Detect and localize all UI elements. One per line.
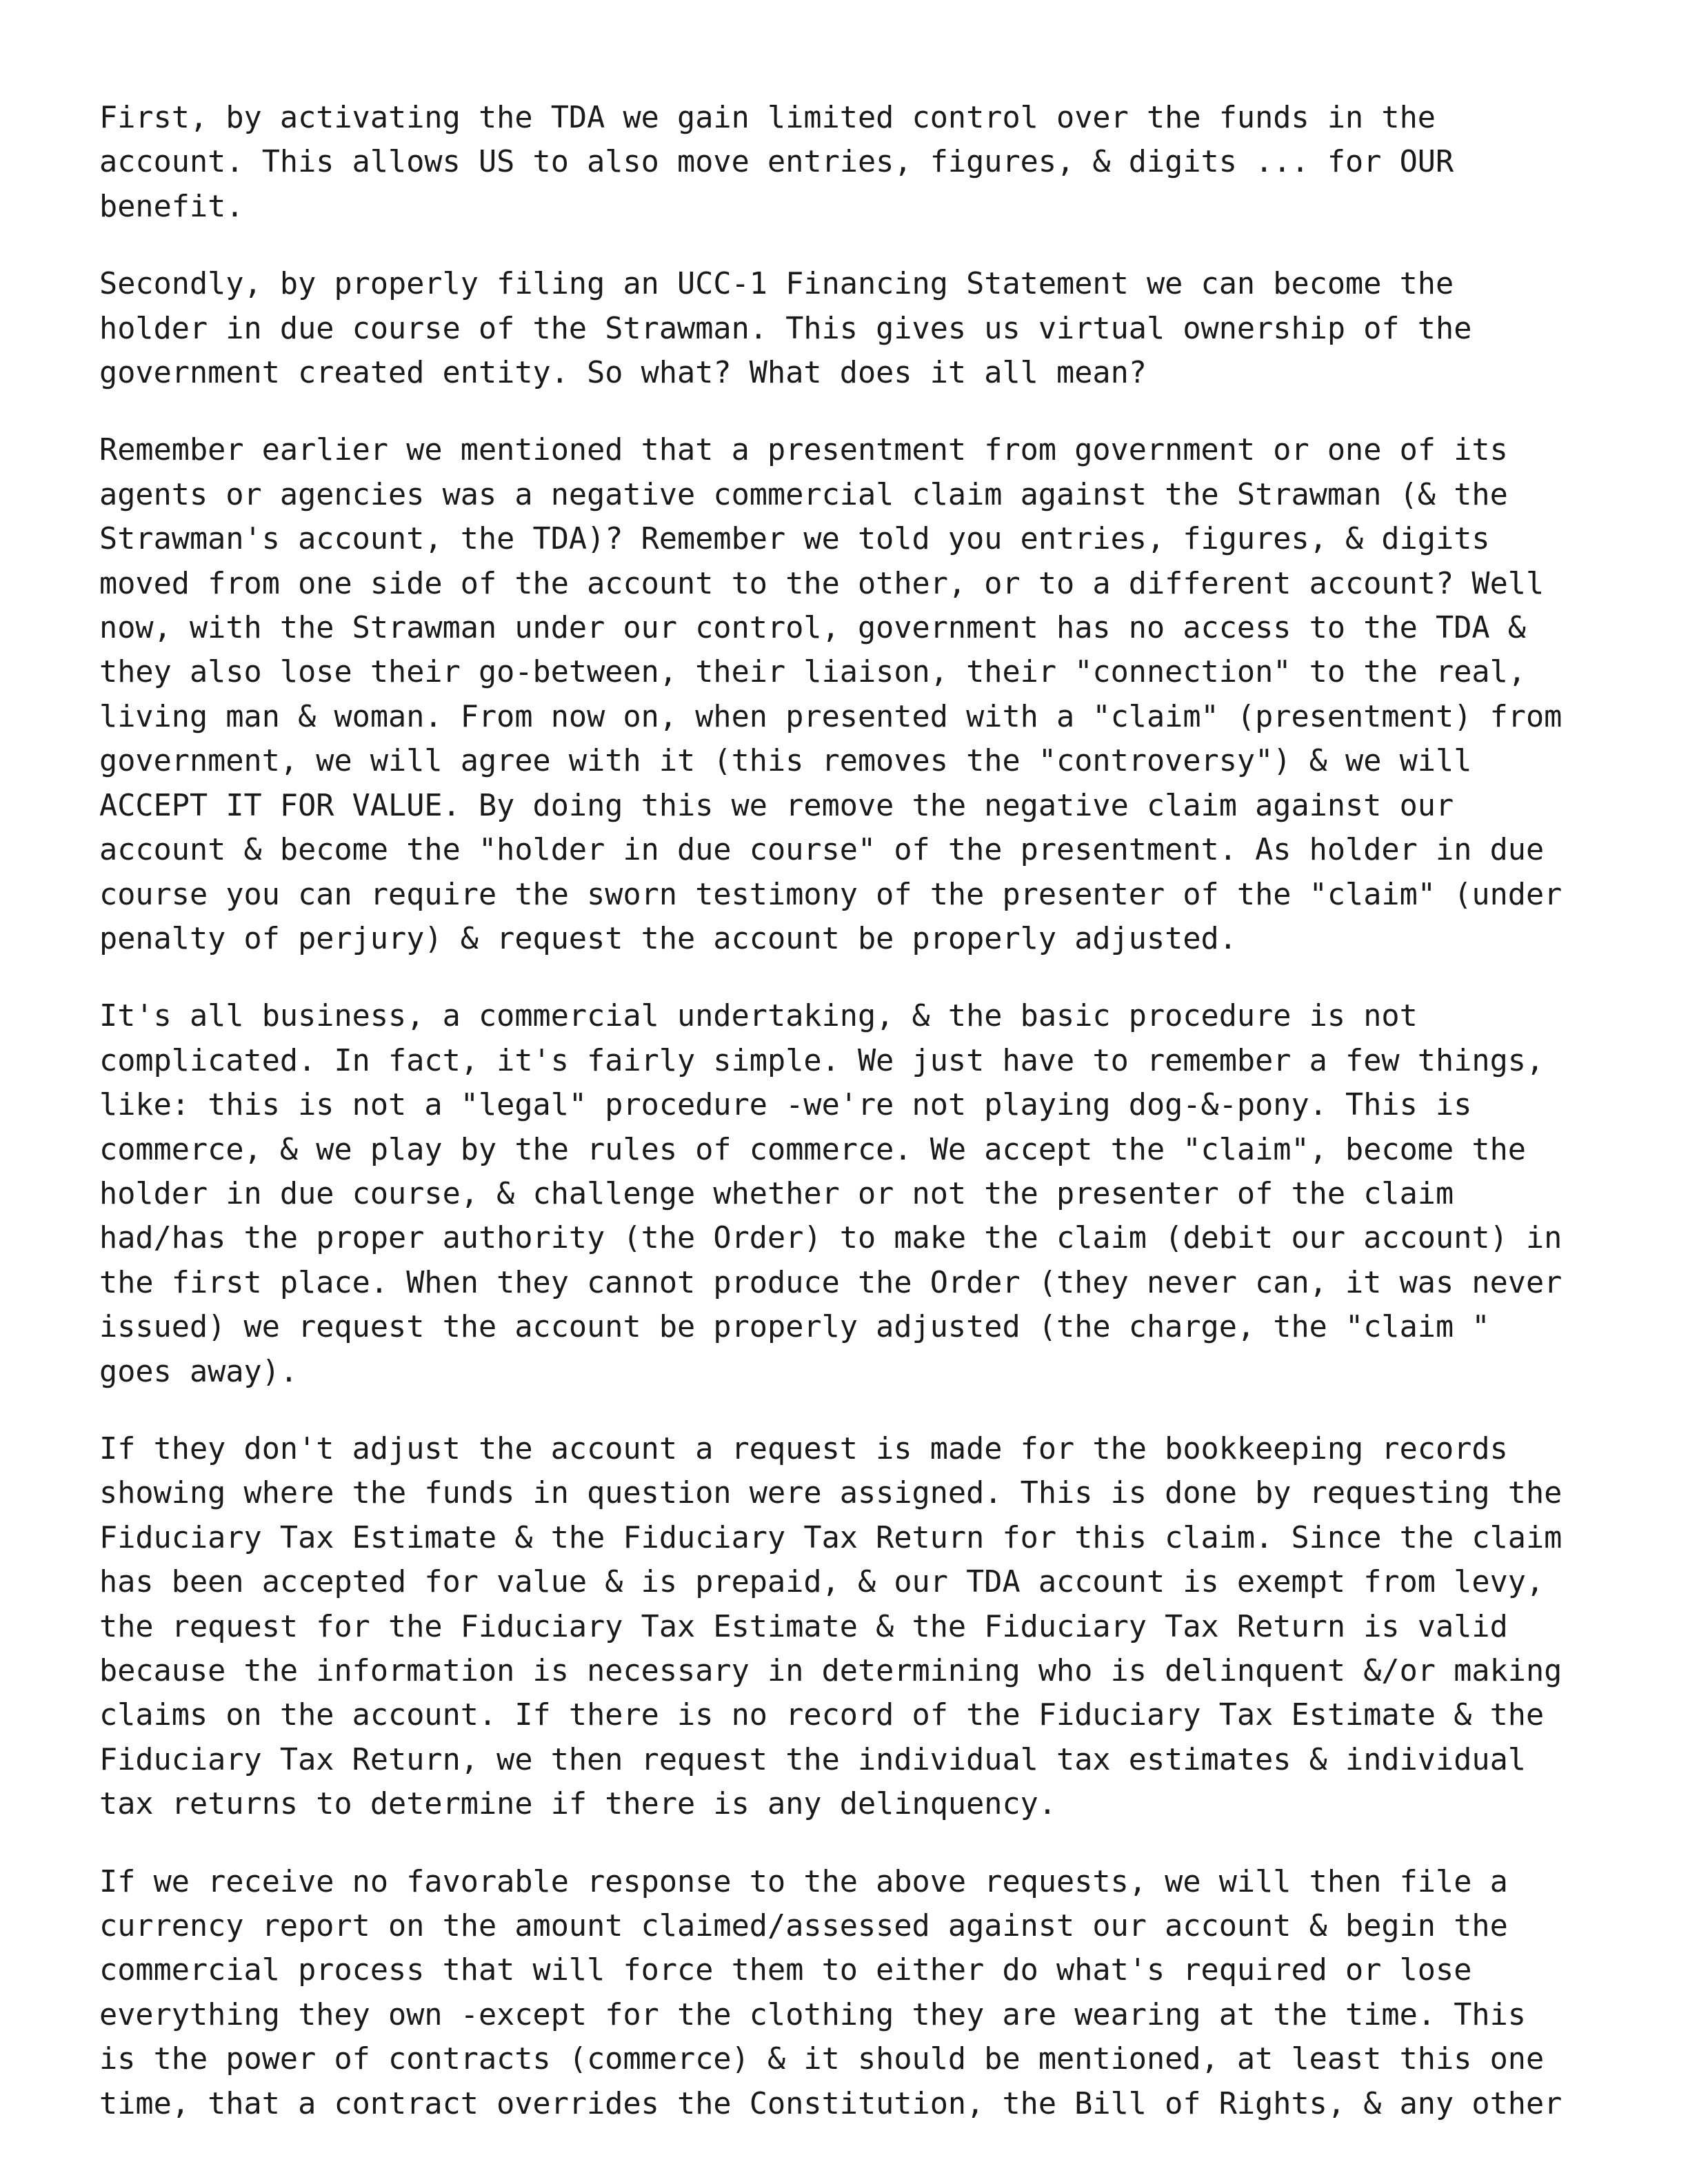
text-line: holder in due course, & challenge whether or not the presenter of the claim — [99, 1176, 1454, 1211]
text-line: If they don't adjust the account a request is made for the bookkeeping records — [99, 1431, 1508, 1466]
text-line: account & become the "holder in due course" of the presentment. As holder in due — [99, 833, 1545, 868]
text-line: because the information is necessary in determining who is delinquent &/or making — [99, 1654, 1563, 1688]
text-line: government, we will agree with it (this removes the "controversy") & we will — [99, 744, 1472, 779]
text-line: Secondly, by properly filing an UCC-1 Financing Statement we can become the — [99, 267, 1454, 302]
text-line: everything they own -except for the clothing they are wearing at the time. This — [99, 1997, 1526, 2032]
paragraph-commerce-procedure — [99, 994, 1602, 1394]
text-line: agents or agencies was a negative commercial claim against the Strawman (& the — [99, 477, 1508, 512]
text-line: Fiduciary Tax Estimate & the Fiduciary Tax Return for this claim. Since the claim — [99, 1520, 1563, 1555]
text-line: like: this is not a "legal" procedure -we're not playing dog-&-pony. This is — [99, 1088, 1472, 1123]
text-line: commercial process that will force them to either do what's required or lose — [99, 1953, 1472, 1988]
text-line: claims on the account. If there is no record of the Fiduciary Tax Estimate & the — [99, 1698, 1545, 1733]
text-line: If we receive no favorable response to the above requests, we will then file a — [99, 1864, 1508, 1899]
text-line: Remember earlier we mentioned that a presentment from government or one of its — [99, 433, 1508, 468]
text-line: government created entity. So what? What does it all mean? — [99, 356, 1147, 391]
text-line: penalty of perjury) & request the account be properly adjusted. — [99, 921, 1237, 956]
text-line: issued) we request the account be properly adjusted (the charge, the "claim " — [99, 1310, 1490, 1345]
text-line: showing where the funds in question were assigned. This is done by requesting the — [99, 1476, 1563, 1511]
text-line: course you can require the sworn testimony of the presenter of the "claim" (under — [99, 877, 1563, 912]
paragraph-presentment — [99, 428, 1602, 961]
text-line: commerce, & we play by the rules of commerce. We accept the "claim", become the — [99, 1132, 1526, 1167]
text-line: ACCEPT IT FOR VALUE. By doing this we remove the negative claim against our — [99, 788, 1454, 823]
text-line: Strawman's account, the TDA)? Remember we told you entries, figures, & digits — [99, 522, 1490, 557]
text-line: account. This allows US to also move entries, figures, & digits ... for OUR — [99, 145, 1454, 180]
text-line: had/has the proper authority (the Order) to make the claim (debit our account) in — [99, 1221, 1563, 1256]
text-line: currency report on the amount claimed/assessed against our account & begin the — [99, 1909, 1508, 1944]
text-line: goes away). — [99, 1354, 299, 1389]
text-line: holder in due course of the Strawman. This gives us virtual ownership of the — [99, 311, 1472, 346]
text-line: It's all business, a commercial undertaking, & the basic procedure is not — [99, 999, 1418, 1034]
document-body — [99, 96, 1602, 2159]
text-line: First, by activating the TDA we gain limited control over the funds in the — [99, 101, 1436, 135]
paragraph-bookkeeping-request — [99, 1427, 1602, 1827]
text-line: moved from one side of the account to the other, or to a different account? Well — [99, 566, 1545, 601]
paragraph-tda-control — [99, 96, 1602, 229]
text-line: they also lose their go-between, their liaison, their "connection" to the real, — [99, 655, 1526, 690]
text-line: complicated. In fact, it's fairly simple. We just have to remember a few things, — [99, 1043, 1545, 1078]
text-line: Fiduciary Tax Return, we then request the individual tax estimates & individual — [99, 1742, 1526, 1777]
text-line: benefit. — [99, 189, 244, 224]
text-line: now, with the Strawman under our control, government has no access to the TDA & — [99, 611, 1526, 646]
text-line: the first place. When they cannot produce the Order (they never can, it was never — [99, 1265, 1563, 1300]
text-line: tax returns to determine if there is any delinquency. — [99, 1787, 1057, 1822]
text-line: has been accepted for value & is prepaid, & our TDA account is exempt from levy, — [99, 1565, 1545, 1600]
paragraph-currency-report — [99, 1860, 1602, 2126]
text-line: is the power of contracts (commerce) & it should be mentioned, at least this one — [99, 2042, 1545, 2077]
text-line: living man & woman. From now on, when presented with a "claim" (presentment) from — [99, 699, 1563, 734]
text-line: the request for the Fiduciary Tax Estimate & the Fiduciary Tax Return is valid — [99, 1609, 1508, 1644]
text-line: time, that a contract overrides the Constitution, the Bill of Rights, & any other — [99, 2086, 1563, 2121]
paragraph-ucc-filing — [99, 262, 1602, 395]
